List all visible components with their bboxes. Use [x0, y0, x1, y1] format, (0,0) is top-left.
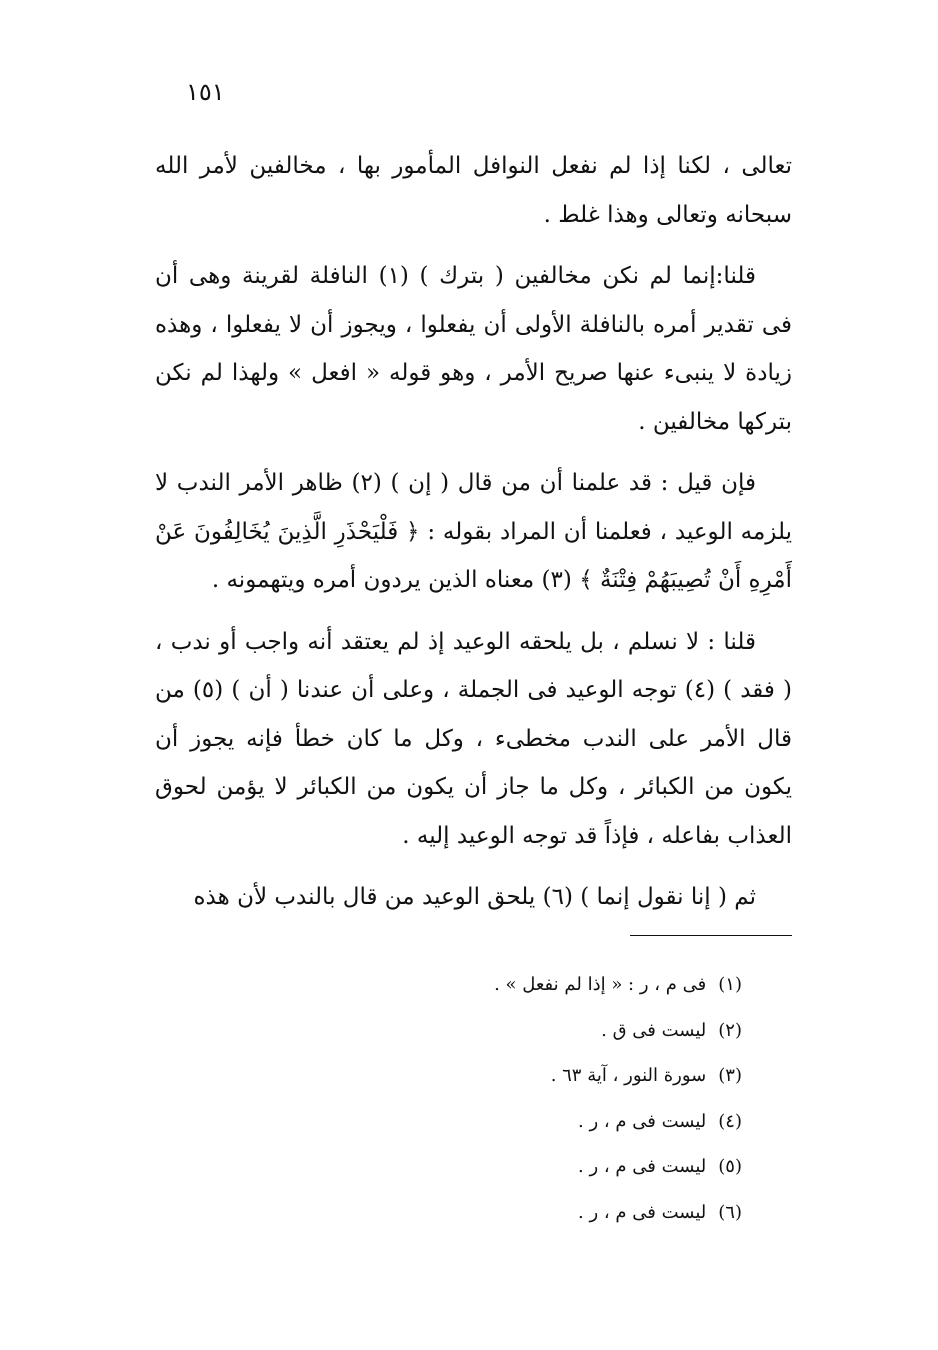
footnote-text: ليست فى م ، ر . — [578, 1110, 707, 1132]
paragraph-answer-2: قلنا : لا نسلم ، بل يلحقه الوعيد إذ لم يعتقد أنه واجب أو ندب ، ( فقد ) (٤) توجه الوعيد فى الجملة ، وعلى أن عندنا ( أن ) (٥) من قال الأمر على الندب مخطىء ، وكل ما كان خطأ فإنه يجوز أن يكون من الكبائر ، وكل ما جاز أن يكون من الكبائر لا يؤمن لحوق العذاب بفاعله ، فإذاً قد توجه الوعيد إليه . — [155, 628, 793, 849]
footnote-text: ليست فى ق . — [601, 1019, 707, 1041]
paragraph-objection: فإن قيل : قد علمنا أن من قال ( إن ) (٢) ظاهر الأمر الندب لا يلزمه الوعيد ، فعلمنا أن المراد بقوله : ﴿ فَلْيَحْذَرِ الَّذِينَ يُخَالِفُونَ عَنْ أَمْرِهِ أَنْ تُصِيبَهُمْ فِتْنَةٌ ﴾ (٣) معناه الذين يردون أمره ويتهمونه . — [155, 470, 792, 593]
footnote-item — [300, 1190, 742, 1236]
footnote-item — [300, 1008, 742, 1054]
footnote-item — [300, 1099, 742, 1145]
page-number: ١٥١ — [186, 78, 225, 106]
footnote-number: (٣) — [718, 1065, 742, 1086]
footnotes-list — [300, 962, 742, 1235]
paragraph-answer-1: قلنا:إنما لم نكن مخالفين ( بترك ) (١) النافلة لقرينة وهى أن فى تقدير أمره بالنافلة الأولى أن يفعلوا ، ويجوز أن لا يفعلوا ، وهذه زيادة لا ينبىء عنها صريح الأمر ، وهو قوله « افعل » ولهذا لم نكن بتركها مخالفين . — [155, 263, 792, 435]
paragraph-continuation: تعالى ، لكنا إذا لم نفعل النوافل المأمور بها ، مخالفين لأمر الله سبحانه وتعالى وهذا غلط . — [155, 153, 792, 228]
paragraph-final: ثم ( إنا نقول إنما ) (٦) يلحق الوعيد من قال بالندب لأن هذه — [193, 884, 756, 910]
footnote-number: (٥) — [718, 1156, 742, 1177]
footnote-number: (٦) — [718, 1201, 742, 1223]
footnote-number: (٤) — [718, 1110, 742, 1132]
footnote-separator — [630, 935, 792, 936]
footnote-text: ليست فى م ، ر . — [578, 1156, 707, 1177]
footnote-number: (٢) — [718, 1019, 742, 1041]
footnote-item — [300, 1144, 742, 1190]
main-text — [155, 142, 792, 922]
footnote-item — [300, 1053, 742, 1099]
footnote-text: فى م ، ر : « إذا لم نفعل » . — [494, 974, 707, 995]
footnote-item — [300, 962, 742, 1008]
footnote-text: ليست فى م ، ر . — [578, 1201, 707, 1223]
footnote-number: (١) — [718, 974, 742, 995]
footnote-text: سورة النور ، آية ٦٣ . — [550, 1065, 707, 1086]
